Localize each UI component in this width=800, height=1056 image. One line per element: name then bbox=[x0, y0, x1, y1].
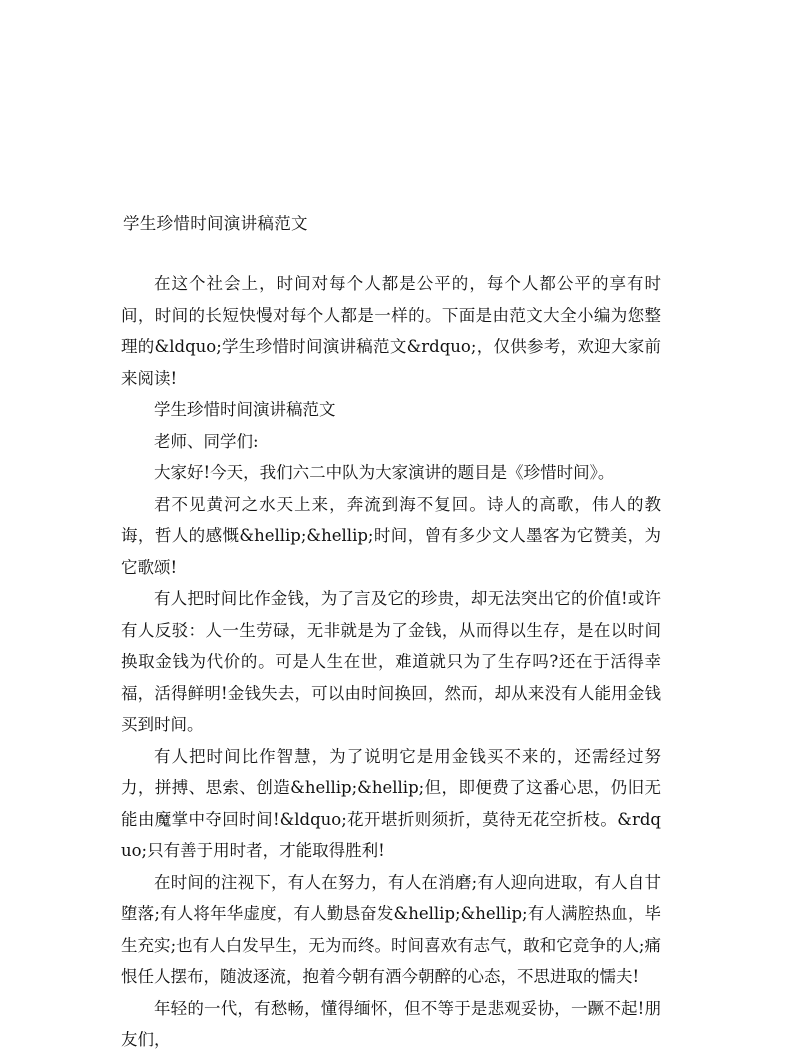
paragraph-time-as-money: 有人把时间比作金钱，为了言及它的珍贵，却无法突出它的价值!或许有人反驳：人一生劳碌，无非就是为了金钱，从而得以生存，是在以时间换取金钱为代价的。可是人生在世，难道就只为了生存吗?还在于活得幸福，活得鲜明!金钱失去，可以由时间换回，然而，却从来没有人能用金钱买到时间。 bbox=[121, 589, 661, 734]
paragraph-young-generation: 年轻的一代，有愁畅，懂得缅怀，但不等于是悲观妥协，一蹶不起!朋友们， bbox=[121, 998, 661, 1049]
paragraph-subtitle: 学生珍惜时间演讲稿范文 bbox=[154, 400, 336, 419]
paragraph-under-time: 在时间的注视下，有人在努力，有人在消磨;有人迎向进取，有人自甘堕落;有人将年华虚度，有人勤恳奋发&hellip;&hellip;有人满腔热血，毕生充实;也有人白发早生，无为而终。时间喜欢有志气，敢和它竞争的人;痛恨任人摆布，随波逐流，抱着今朝有酒今朝醉的心态，不思进取的懦夫! bbox=[121, 872, 661, 986]
paragraph-yellow-river: 君不见黄河之水天上来，奔流到海不复回。诗人的高歌，伟人的教诲，哲人的感慨&hellip;&hellip;时间，曾有多少文人墨客为它赞美，为它歌颂! bbox=[121, 494, 661, 577]
paragraph-greeting: 大家好!今天，我们六二中队为大家演讲的题目是《珍惜时间》。 bbox=[154, 463, 615, 482]
paragraph-intro: 在这个社会上，时间对每个人都是公平的，每个人都公平的享有时间，时间的长短快慢对每个人都是一样的。下面是由范文大全小编为您整理的&ldquo;学生珍惜时间演讲稿范文&rdquo;，仅供参考，欢迎大家前来阅读! bbox=[121, 274, 661, 388]
document-title: 学生珍惜时间演讲稿范文 bbox=[123, 214, 308, 233]
paragraph-salutation: 老师、同学们: bbox=[154, 431, 259, 451]
document-body bbox=[121, 268, 661, 1056]
paragraph-time-as-wisdom: 有人把时间比作智慧，为了说明它是用金钱买不来的，还需经过努力，拼搏、思索、创造&hellip;&hellip;但，即便费了这番心思，仍旧无能由魔掌中夺回时间!&ldquo;花开堪折则须折，莫待无花空折枝。&rdquo;只有善于用时者，才能取得胜利! bbox=[121, 746, 661, 860]
